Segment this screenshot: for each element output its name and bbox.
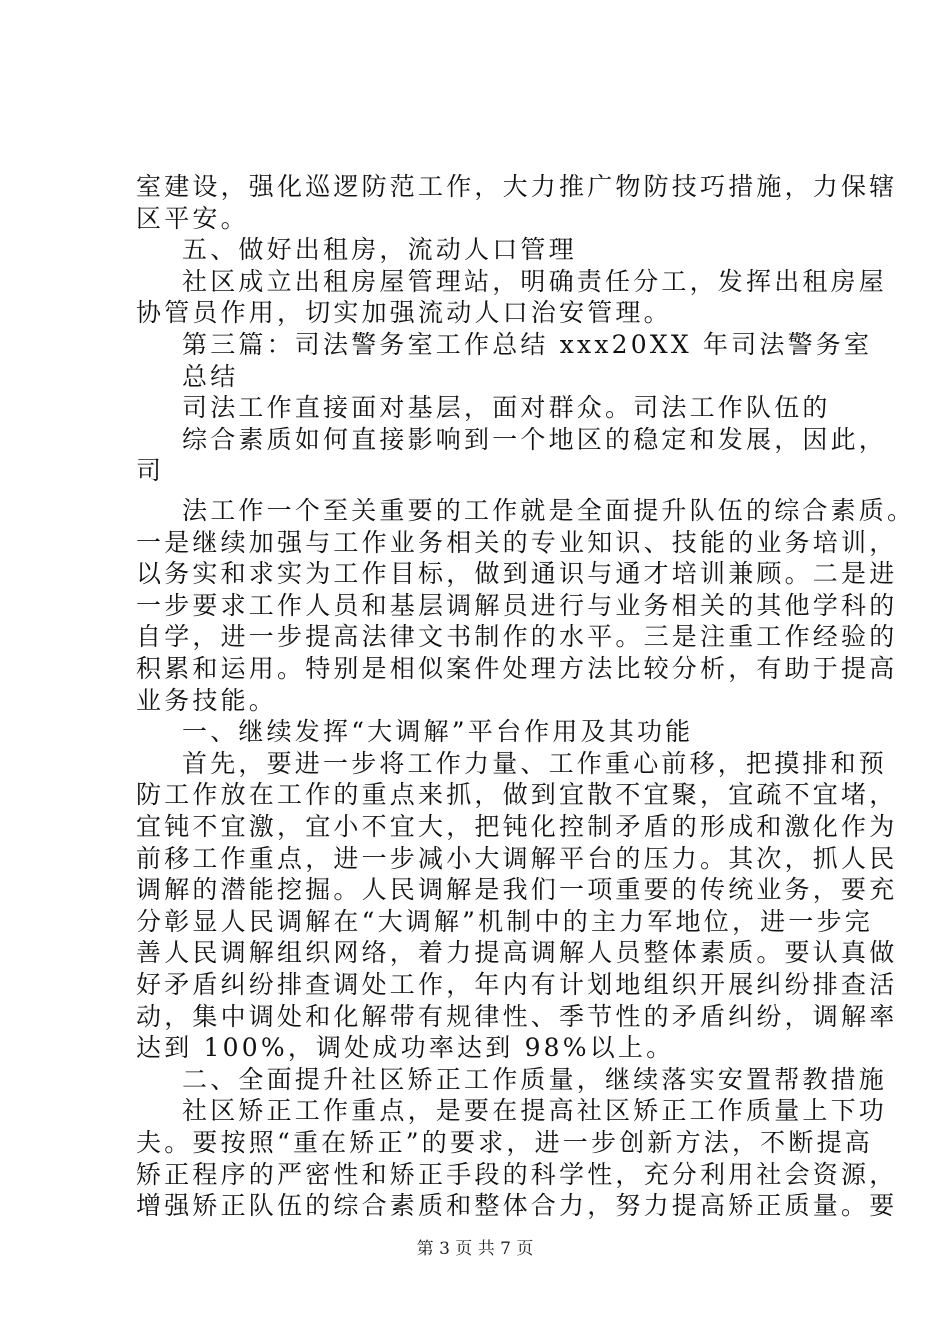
body-line: 夫。要按照“重在矫正”的要求，进一步创新方法，不断提高 [136, 1128, 873, 1157]
chapter-title: 第三篇：司法警务室工作总结 xxx20XX 年司法警务室 [182, 330, 873, 359]
body-line: 首先，要进一步将工作力量、工作重心前移，把摸排和预 [182, 749, 888, 778]
page-footer: 第 3 页 共 7 页 [416, 1239, 534, 1259]
body-line: 增强矫正队伍的综合素质和整体合力，努力提高矫正质量。要 [136, 1191, 898, 1220]
body-line: 动，集中调处和化解带有规律性、季节性的矛盾纠纷，调解率 [136, 1002, 898, 1031]
body-line: 达到 100%，调处成功率达到 98%以上。 [136, 1033, 675, 1062]
body-line: 好矛盾纠纷排查调处工作，年内有计划地组织开展纠纷排查活 [136, 970, 898, 999]
body-line: 前移工作重点，进一步减小大调解平台的压力。其次，抓人民 [136, 844, 898, 873]
body-line: 一是继续加强与工作业务相关的专业知识、技能的业务培训， [136, 528, 898, 557]
body-line: 社区成立出租房屋管理站，明确责任分工，发挥出租房屋 [182, 267, 888, 296]
body-line: 室建设，强化巡逻防范工作，大力推广物防技巧措施，力保辖 [136, 172, 898, 201]
section-heading: 五、做好出租房，流动人口管理 [182, 235, 577, 264]
body-line: 分彰显人民调解在“大调解”机制中的主力军地位，进一步完 [136, 907, 873, 936]
body-line: 区平安。 [136, 204, 249, 233]
body-line: 自学，进一步提高法律文书制作的水平。三是注重工作经验的 [136, 622, 898, 651]
body-line: 矫正程序的严密性和矫正手段的科学性，充分利用社会资源， [136, 1160, 898, 1189]
body-line: 协管员作用，切实加强流动人口治安管理。 [136, 298, 672, 327]
body-line: 综合素质如何直接影响到一个地区的稳定和发展，因此， [182, 425, 888, 454]
body-line: 调解的潜能挖掘。人民调解是我们一项重要的传统业务，要充 [136, 875, 898, 904]
body-line: 积累和运用。特别是相似案件处理方法比较分析，有助于提高 [136, 654, 898, 683]
body-line: 法工作一个至关重要的工作就是全面提升队伍的综合素质。 [182, 496, 916, 525]
body-line: 一步要求工作人员和基层调解员进行与业务相关的其他学科的 [136, 591, 898, 620]
body-line: 司 [136, 456, 165, 485]
chapter-title: 总结 [182, 362, 239, 391]
body-line: 司法工作直接面对基层，面对群众。司法工作队伍的 [182, 393, 831, 422]
body-line: 宜钝不宜激，宜小不宜大，把钝化控制矛盾的形成和激化作为 [136, 812, 898, 841]
section-heading: 一、继续发挥“大调解”平台作用及其功能 [182, 717, 694, 746]
body-line: 以务实和求实为工作目标，做到通识与通才培训兼顾。二是进 [136, 559, 898, 588]
body-line: 业务技能。 [136, 686, 278, 715]
body-line: 防工作放在工作的重点来抓，做到宜散不宜聚，宜疏不宜堵， [136, 780, 898, 809]
body-line: 社区矫正工作重点，是要在提高社区矫正工作质量上下功 [182, 1096, 888, 1125]
body-line: 善人民调解组织网络，着力提高调解人员整体素质。要认真做 [136, 938, 898, 967]
section-heading: 二、全面提升社区矫正工作质量，继续落实安置帮教措施 [182, 1065, 888, 1094]
